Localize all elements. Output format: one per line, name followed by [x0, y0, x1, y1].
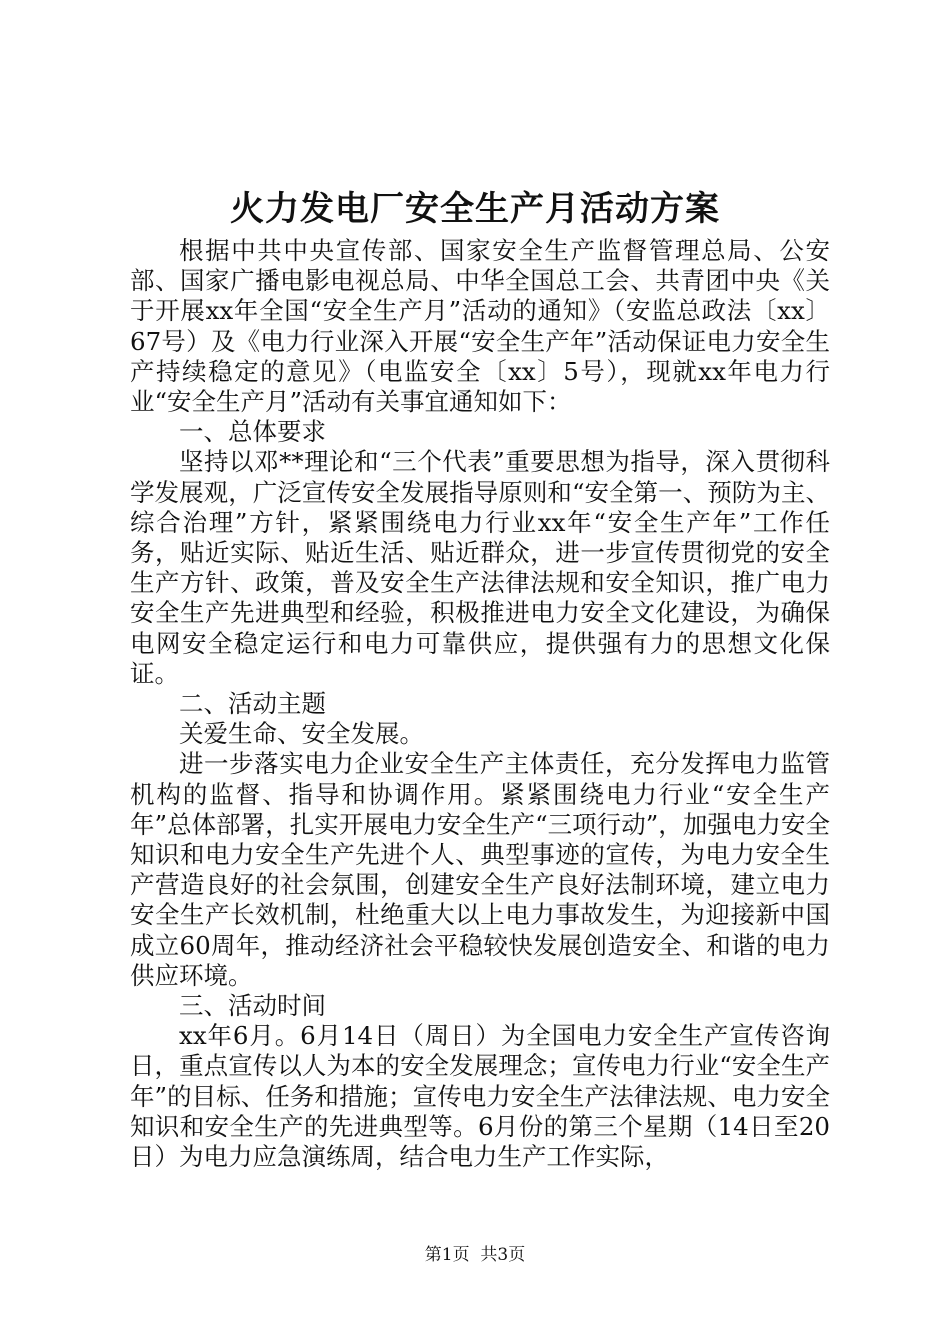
page-footer: [0, 1244, 950, 1266]
paragraph-activity-time: xx年6月。6月14日（周日）为全国电力安全生产宣传咨询日，重点宣传以人为本的安全发展理念；宣传电力行业“安全生产年”的目标、任务和措施；宣传电力安全生产法律法规、电力安全知识和安全生产的先进典型等。6月份的第三个星期（14日至20日）为电力应急演练周，结合电力生产工作实际，: [130, 1021, 830, 1172]
paragraph-intro: 根据中共中央宣传部、国家安全生产监督管理总局、公安部、国家广播电影电视总局、中华全国总工会、共青团中央《关于开展xx年全国“安全生产月”活动的通知》（安监总政法〔xx〕67号）及《电力行业深入开展“安全生产年”活动保证电力安全生产持续稳定的意见》（电监安全〔xx〕5号），现就xx年电力行业“安全生产月”活动有关事宜通知如下：: [130, 236, 830, 417]
section-heading-activity-theme: 二、活动主题: [179, 689, 326, 719]
document-body: [130, 236, 830, 1172]
page-number: 第1页: [424, 1245, 470, 1265]
section-heading-activity-time: 三、活动时间: [179, 991, 326, 1021]
document-title: 火力发电厂安全生产月活动方案: [230, 189, 720, 229]
total-pages: 共3页: [480, 1245, 526, 1265]
paragraph-theme-detail: 进一步落实电力企业安全生产主体责任，充分发挥电力监管机构的监督、指导和协调作用。紧紧围绕电力行业“安全生产年”总体部署，扎实开展电力安全生产“三项行动”，加强电力安全知识和电力安全生产先进个人、典型事迹的宣传，为电力安全生产营造良好的社会氛围，创建安全生产良好法制环境，建立电力安全生产长效机制，杜绝重大以上电力事故发生，为迎接新中国成立60周年，推动经济社会平稳较快发展创造安全、和谐的电力供应环境。: [130, 749, 830, 990]
paragraph-general-requirements: 坚持以邓**理论和“三个代表”重要思想为指导，深入贯彻科学发展观，广泛宣传安全发展指导原则和“安全第一、预防为主、综合治理”方针，紧紧围绕电力行业xx年“安全生产年”工作任务，贴近实际、贴近生活、贴近群众，进一步宣传贯彻党的安全生产方针、政策，普及安全生产法律法规和安全知识，推广电力安全生产先进典型和经验，积极推进电力安全文化建设，为确保电网安全稳定运行和电力可靠供应，提供强有力的思想文化保证。: [130, 447, 830, 688]
footer-separator: [470, 1245, 481, 1265]
paragraph-theme-slogan: 关爱生命、安全发展。: [179, 719, 424, 749]
section-heading-general-requirements: 一、总体要求: [179, 417, 326, 447]
